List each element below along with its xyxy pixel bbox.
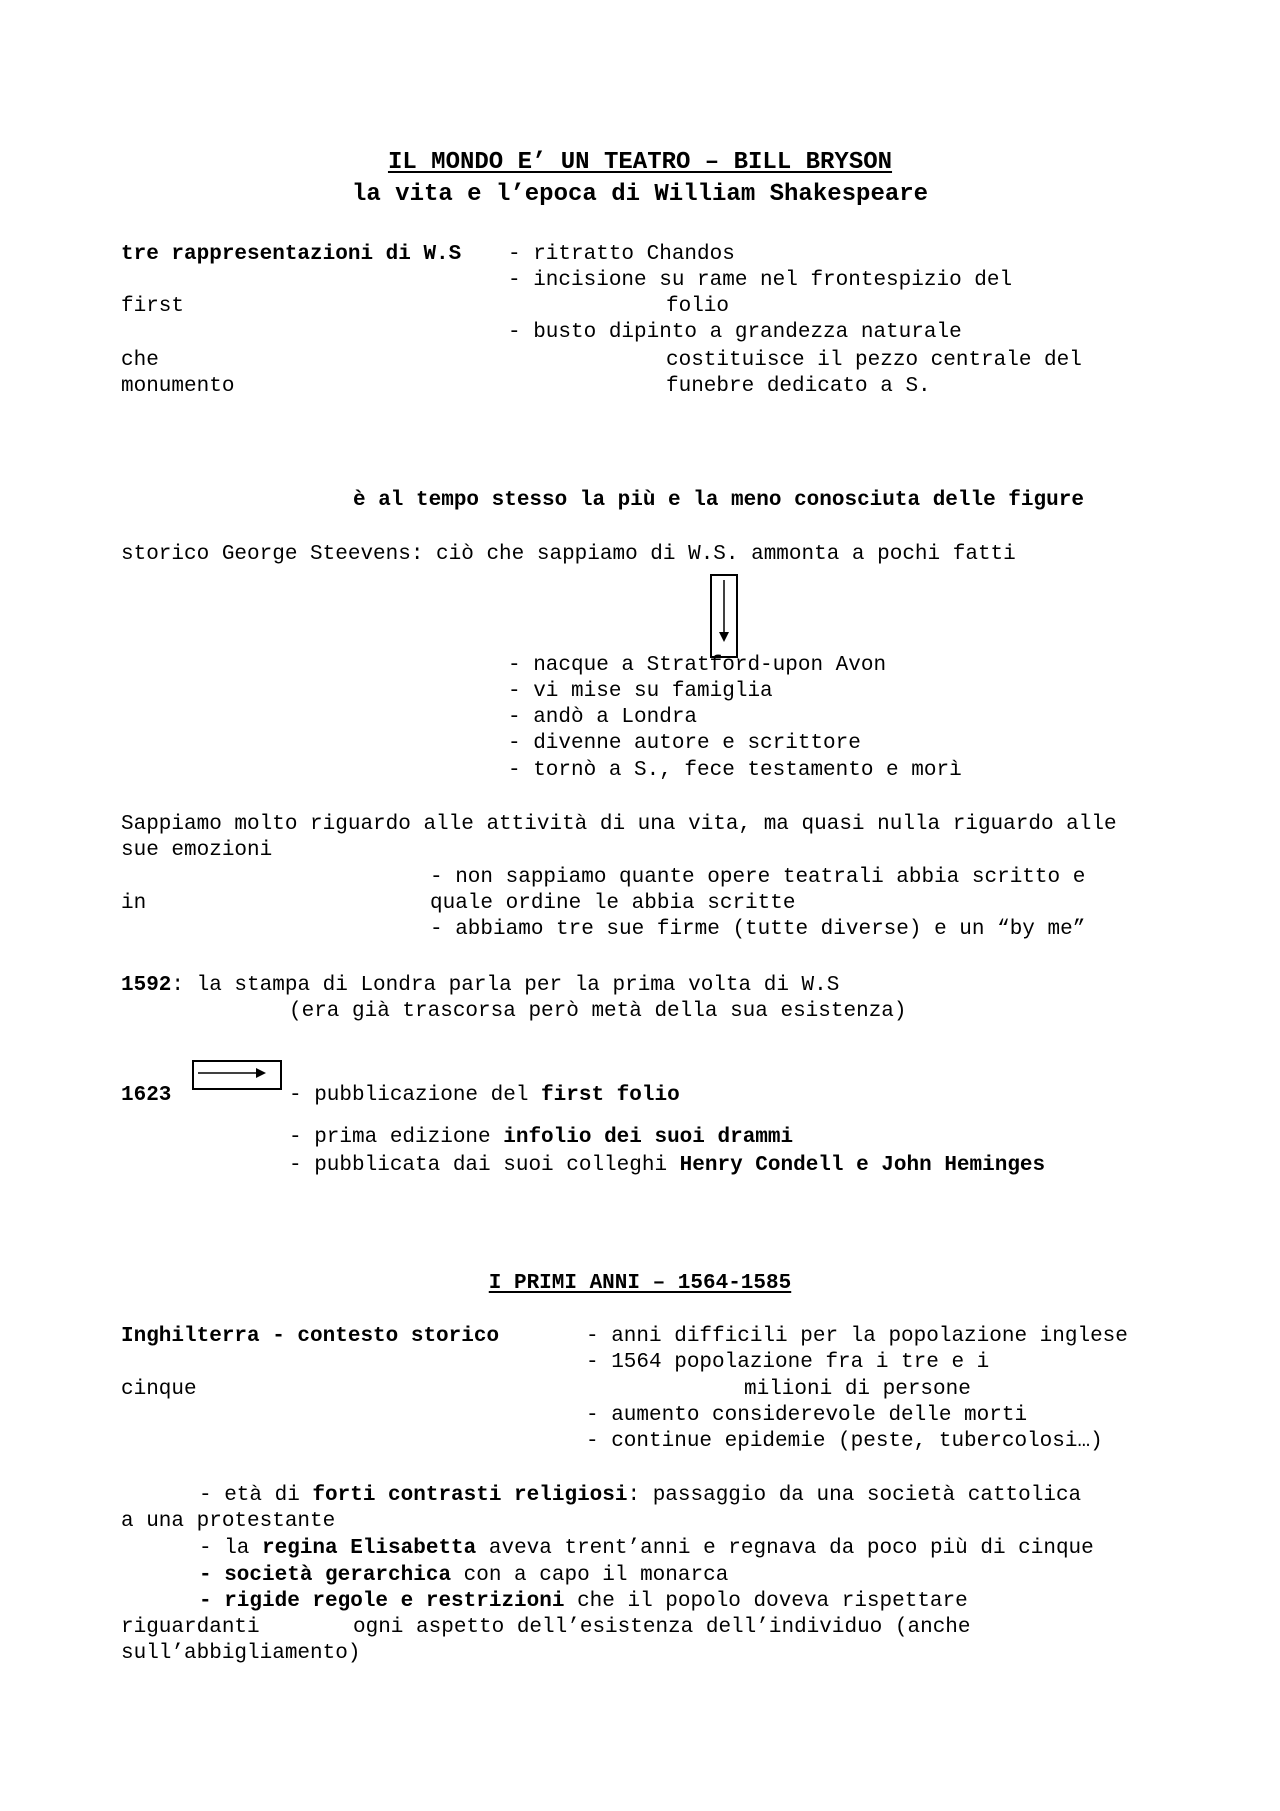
context-item: - 1564 popolazione fra i tre e i (586, 1351, 990, 1374)
fact-item: - tornò a S., fece testamento e morì (508, 759, 962, 782)
down-arrow-icon (712, 576, 736, 656)
portrait-item-cont: costituisce il pezzo centrale del (666, 349, 1082, 372)
fact-item: - andò a Londra (508, 706, 698, 729)
portraits-label: tre rappresentazioni di W.S (121, 243, 462, 266)
year-1592-text: : la stampa di Londra parla per la prima volta di W.S (171, 974, 840, 997)
bullet-bold: Henry Condell e John Heminges (679, 1154, 1046, 1177)
context-item: - anni difficili per la popolazione inglese (586, 1325, 1128, 1348)
context-line: - società gerarchica con a capo il monarca (199, 1564, 729, 1587)
context-line-cont: a una protestante (121, 1510, 336, 1533)
right-arrow-icon (194, 1062, 280, 1088)
portrait-item: - busto dipinto a grandezza naturale (508, 321, 962, 344)
life-left-word: in (121, 892, 147, 915)
portrait-item-cont: funebre dedicato a S. (666, 375, 931, 398)
context-line-cont: sull’abbigliamento) (121, 1642, 361, 1665)
year-1592-note: (era già trascorsa però metà della sua esistenza) (289, 1000, 907, 1023)
life-line: Sappiamo molto riguardo alle attività di una vita, ma quasi nulla riguardo alle (121, 813, 1117, 836)
context-label: Inghilterra - contesto storico (121, 1325, 500, 1348)
portrait-left-word: che (121, 349, 159, 372)
year-1623-bullet (289, 1083, 680, 1109)
context-line: - la regina Elisabetta aveva trent’anni e regnava da poco più di cinque (199, 1537, 1094, 1560)
year-1623: 1623 (121, 1084, 172, 1107)
life-bullet: - abbiamo tre sue firme (tutte diverse) e un “by me” (430, 918, 1086, 941)
bullet-text: - prima edizione (289, 1126, 504, 1149)
context-left-word: cinque (121, 1378, 197, 1401)
right-arrow-icon (192, 1060, 282, 1090)
context-line: - rigide regole e restrizioni che il popolo doveva rispettare (199, 1590, 968, 1613)
portrait-item: - ritratto Chandos (508, 243, 735, 266)
year-1592-line (121, 973, 839, 999)
bullet-text: - pubblicazione del (289, 1084, 542, 1107)
year-1623-bullet (289, 1125, 793, 1151)
fact-item: - nacque a Stratford-upon Avon (508, 654, 887, 677)
portrait-item-cont: folio (666, 295, 730, 318)
bullet-bold: first folio (541, 1084, 680, 1107)
page-title: IL MONDO E’ UN TEATRO – BILL BRYSON (387, 149, 893, 176)
portrait-left-word: first (121, 295, 185, 318)
bullet-text: - pubblicata dai suoi colleghi (289, 1154, 680, 1177)
year-1623-bullet (289, 1153, 1045, 1179)
context-line-cont: ogni aspetto dell’esistenza dell’individuo (anche (353, 1616, 971, 1639)
context-line: - età di forti contrasti religiosi: passaggio da una società cattolica (199, 1484, 1082, 1507)
down-arrow-icon (710, 574, 738, 658)
context-left-word: riguardanti (121, 1616, 260, 1639)
year-1592: 1592 (121, 974, 172, 997)
fact-item: - divenne autore e scrittore (508, 732, 861, 755)
portrait-item: - incisione su rame nel frontespizio del (508, 269, 1013, 292)
page-subtitle: la vita e l’epoca di William Shakespeare (351, 181, 929, 208)
life-line: sue emozioni (121, 839, 273, 862)
portrait-left-word: monumento (121, 375, 235, 398)
life-bullet: - non sappiamo quante opere teatrali abbia scritto e (430, 866, 1086, 889)
section-title: I PRIMI ANNI – 1564-1585 (488, 1272, 792, 1295)
steevens-line: storico George Steevens: ciò che sappiamo di W.S. ammonta a pochi fatti (121, 543, 1016, 566)
context-item-cont: milioni di persone (744, 1378, 971, 1401)
known-headline: è al tempo stesso la più e la meno conosciuta delle figure (353, 489, 1084, 512)
fact-item: - vi mise su famiglia (508, 680, 773, 703)
bullet-bold: infolio dei suoi drammi (503, 1126, 794, 1149)
context-item: - continue epidemie (peste, tubercolosi…) (586, 1430, 1103, 1453)
life-bullet-cont: quale ordine le abbia scritte (430, 892, 796, 915)
context-item: - aumento considerevole delle morti (586, 1404, 1028, 1427)
